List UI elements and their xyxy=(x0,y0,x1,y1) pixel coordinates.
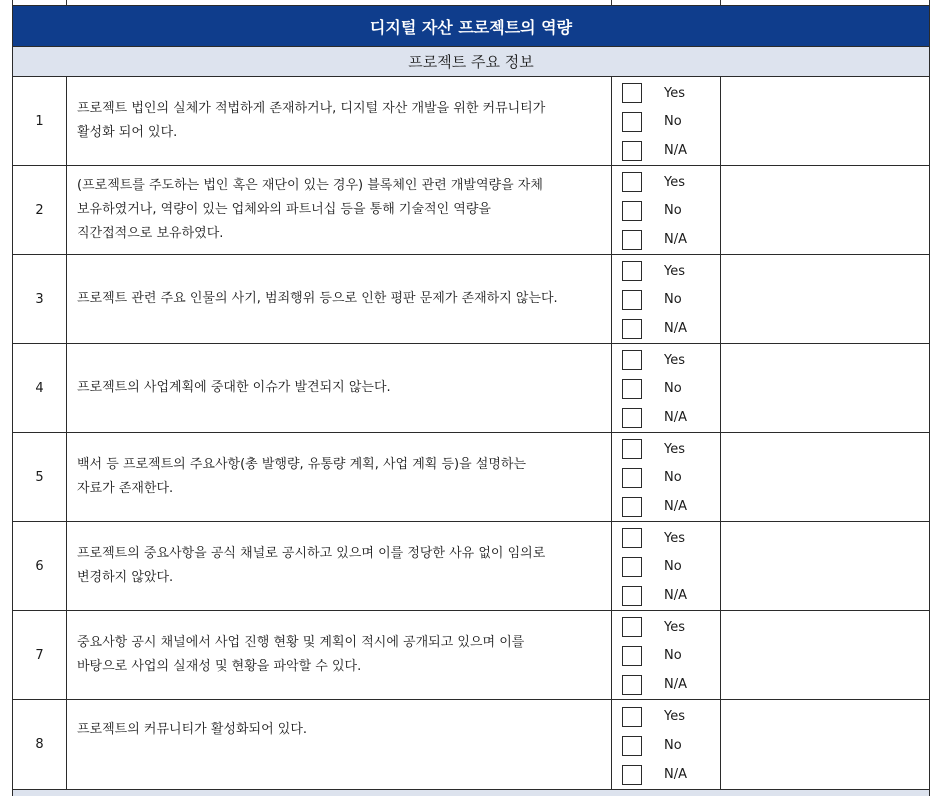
item-number: 7 xyxy=(13,611,67,699)
next-section-strip xyxy=(12,790,930,796)
answer-option xyxy=(622,525,720,552)
option-checkbox[interactable] xyxy=(622,646,642,666)
option-label: No xyxy=(664,114,682,130)
option-label: N/A xyxy=(664,321,687,337)
option-checkbox[interactable] xyxy=(622,528,642,548)
subsection-title: 프로젝트 주요 정보 xyxy=(12,47,930,77)
answer-options xyxy=(612,522,721,610)
answer-option xyxy=(622,703,720,730)
table-row xyxy=(12,344,930,433)
answer-option xyxy=(622,258,720,285)
table-row xyxy=(12,433,930,522)
table-row xyxy=(12,255,930,344)
option-checkbox[interactable] xyxy=(622,141,642,161)
item-criterion xyxy=(67,77,612,165)
checklist-rows xyxy=(12,77,930,790)
item-criterion-text: (프로젝트를 주도하는 법인 혹은 재단이 있는 경우) 블록체인 관련 개발역량을 자체 보유하였거나, 역량이 있는 업체와의 파트너십 등을 통해 기술적인 역량을 직간접적으로 보유하였다. xyxy=(77,178,543,241)
option-checkbox[interactable] xyxy=(622,408,642,428)
remark-cell[interactable] xyxy=(721,700,929,789)
option-checkbox[interactable] xyxy=(622,765,642,785)
table-row xyxy=(12,611,930,700)
option-label: N/A xyxy=(664,232,687,248)
answer-option xyxy=(622,614,720,641)
option-label: Yes xyxy=(664,709,685,724)
item-number: 2 xyxy=(13,166,67,254)
remark-cell[interactable] xyxy=(721,611,929,699)
option-checkbox[interactable] xyxy=(622,350,642,370)
item-criterion-text: 프로젝트의 커뮤니티가 활성화되어 있다. xyxy=(77,722,308,737)
option-checkbox[interactable] xyxy=(622,290,642,310)
item-criterion xyxy=(67,611,612,699)
remark-cell[interactable] xyxy=(721,166,929,254)
option-label: Yes xyxy=(664,352,685,368)
answer-options xyxy=(612,344,721,432)
option-checkbox[interactable] xyxy=(622,497,642,517)
answer-option xyxy=(622,671,720,698)
table-row xyxy=(12,700,930,790)
option-label: Yes xyxy=(664,530,685,546)
option-label: No xyxy=(664,559,682,575)
answer-option xyxy=(622,436,720,463)
answer-option xyxy=(622,732,720,759)
option-checkbox[interactable] xyxy=(622,439,642,459)
option-label: Yes xyxy=(664,441,685,457)
option-checkbox[interactable] xyxy=(622,83,642,103)
remark-cell[interactable] xyxy=(721,522,929,610)
option-checkbox[interactable] xyxy=(622,201,642,221)
answer-option xyxy=(622,493,720,520)
remark-cell[interactable] xyxy=(721,433,929,521)
remark-cell[interactable] xyxy=(721,255,929,343)
option-label: N/A xyxy=(664,767,687,782)
table-top-stub xyxy=(12,0,930,5)
item-number: 1 xyxy=(13,77,67,165)
table-row xyxy=(12,166,930,255)
option-checkbox[interactable] xyxy=(622,379,642,399)
answer-option xyxy=(622,226,720,253)
answer-options xyxy=(612,700,721,789)
option-checkbox[interactable] xyxy=(622,586,642,606)
answer-options xyxy=(612,255,721,343)
option-checkbox[interactable] xyxy=(622,557,642,577)
answer-options xyxy=(612,77,721,165)
item-criterion-text: 프로젝트의 중요사항을 공식 채널로 공시하고 있으며 이를 정당한 사유 없이 임의로 변경하지 않았다. xyxy=(77,546,546,585)
answer-option xyxy=(622,404,720,431)
option-checkbox[interactable] xyxy=(622,319,642,339)
answer-option xyxy=(622,137,720,164)
item-criterion xyxy=(67,255,612,343)
option-label: No xyxy=(664,738,682,753)
option-label: Yes xyxy=(664,263,685,279)
item-criterion-text: 프로젝트 관련 주요 인물의 사기, 범죄행위 등으로 인한 평판 문제가 존재하지 않는다. xyxy=(77,291,558,306)
answer-option xyxy=(622,464,720,491)
item-criterion xyxy=(67,433,612,521)
answer-option xyxy=(622,286,720,313)
option-label: Yes xyxy=(664,85,685,101)
option-label: Yes xyxy=(664,174,685,190)
option-label: No xyxy=(664,648,682,664)
answer-option xyxy=(622,197,720,224)
option-label: N/A xyxy=(664,410,687,426)
option-checkbox[interactable] xyxy=(622,261,642,281)
option-label: N/A xyxy=(664,677,687,693)
table-row xyxy=(12,522,930,611)
answer-option xyxy=(622,80,720,107)
answer-option xyxy=(622,553,720,580)
item-number: 6 xyxy=(13,522,67,610)
item-criterion-text: 중요사항 공시 채널에서 사업 진행 현황 및 계획이 적시에 공개되고 있으며 이를 바탕으로 사업의 실재성 및 현황을 파악할 수 있다. xyxy=(77,635,525,674)
item-criterion-text: 백서 등 프로젝트의 주요사항(총 발행량, 유통량 계획, 사업 계획 등)을 설명하는 자료가 존재한다. xyxy=(77,457,527,496)
answer-option xyxy=(622,108,720,135)
option-label: No xyxy=(664,381,682,397)
item-criterion xyxy=(67,522,612,610)
answer-option xyxy=(622,169,720,196)
item-number: 5 xyxy=(13,433,67,521)
option-label: N/A xyxy=(664,588,687,604)
item-number: 8 xyxy=(13,700,67,789)
answer-option xyxy=(622,761,720,788)
option-checkbox[interactable] xyxy=(622,172,642,192)
option-label: No xyxy=(664,470,682,486)
option-label: N/A xyxy=(664,143,687,159)
answer-option xyxy=(622,315,720,342)
answer-option xyxy=(622,347,720,374)
answer-option xyxy=(622,642,720,669)
table-row xyxy=(12,77,930,166)
answer-option xyxy=(622,375,720,402)
answer-options xyxy=(612,166,721,254)
option-checkbox[interactable] xyxy=(622,675,642,695)
item-criterion-text: 프로젝트 법인의 실체가 적법하게 존재하거나, 디지털 자산 개발을 위한 커뮤니티가 활성화 되어 있다. xyxy=(77,101,546,140)
option-checkbox[interactable] xyxy=(622,468,642,488)
item-criterion xyxy=(67,700,612,789)
item-number: 3 xyxy=(13,255,67,343)
option-label: No xyxy=(664,292,682,308)
option-label: N/A xyxy=(664,499,687,515)
option-checkbox[interactable] xyxy=(622,230,642,250)
option-label: Yes xyxy=(664,619,685,635)
answer-option xyxy=(622,582,720,609)
option-checkbox[interactable] xyxy=(622,112,642,132)
answer-options xyxy=(612,611,721,699)
remark-cell[interactable] xyxy=(721,77,929,165)
option-checkbox[interactable] xyxy=(622,707,642,727)
checklist-table xyxy=(12,0,930,796)
answer-options xyxy=(612,433,721,521)
item-criterion xyxy=(67,344,612,432)
item-criterion xyxy=(67,166,612,254)
item-number: 4 xyxy=(13,344,67,432)
section-title: 디지털 자산 프로젝트의 역량 xyxy=(12,5,930,47)
option-checkbox[interactable] xyxy=(622,736,642,756)
option-label: No xyxy=(664,203,682,219)
remark-cell[interactable] xyxy=(721,344,929,432)
item-criterion-text: 프로젝트의 사업계획에 중대한 이슈가 발견되지 않는다. xyxy=(77,380,391,395)
option-checkbox[interactable] xyxy=(622,617,642,637)
